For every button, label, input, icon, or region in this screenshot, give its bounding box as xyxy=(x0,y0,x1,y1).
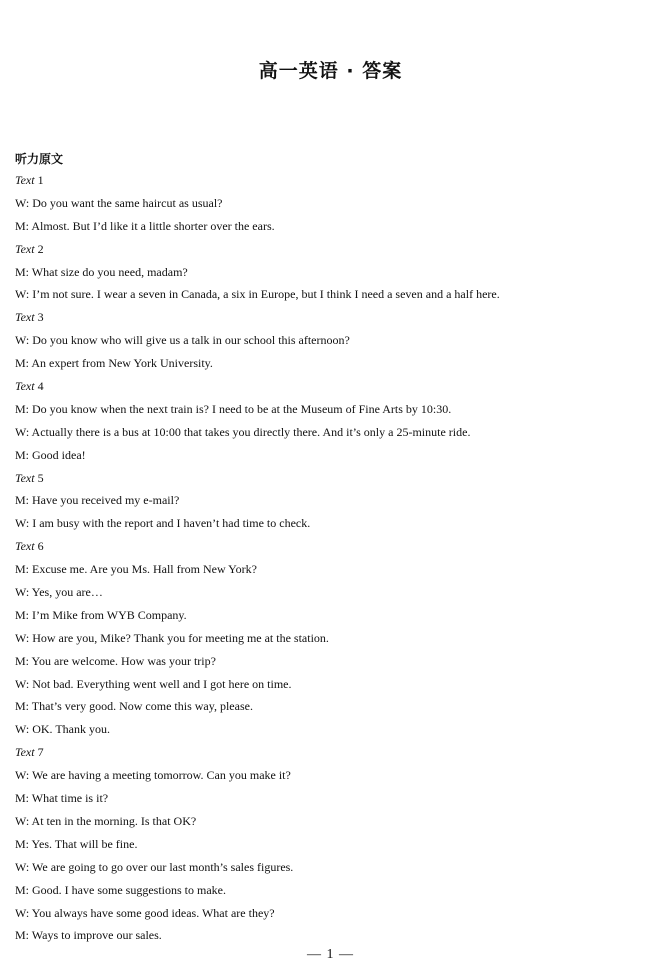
dialogue-line: W: At ten in the morning. Is that OK? xyxy=(15,813,197,828)
dialogue-line: W: Actually there is a bus at 10:00 that takes you directly there. And it’s only a 25-minute ride. xyxy=(15,424,471,439)
transcript-lines xyxy=(15,172,645,950)
dialogue-line: M: An expert from New York University. xyxy=(15,356,213,371)
text-label xyxy=(15,172,645,195)
dialogue-line: M: Almost. But I’d like it a little shorter over the ears. xyxy=(15,218,275,233)
text-label xyxy=(15,470,645,493)
text-label-number: 4 xyxy=(37,379,44,394)
dialogue-line: W: Do you know who will give us a talk in our school this afternoon? xyxy=(15,333,350,348)
dialogue-line: M: What size do you need, madam? xyxy=(15,264,188,279)
text-label-word: Text xyxy=(15,539,35,554)
text-label-number: 6 xyxy=(37,539,44,554)
dialogue-line: W: We are going to go over our last month’s sales figures. xyxy=(15,859,294,874)
dialogue-line: W: Not bad. Everything went well and I got here on time. xyxy=(15,676,292,691)
text-label-word: Text xyxy=(15,173,35,187)
text-label-number: 5 xyxy=(37,470,44,485)
dialogue-line: M: That’s very good. Now come this way, please. xyxy=(15,699,253,714)
text-label-number: 7 xyxy=(37,745,44,760)
dialogue-line: W: We are having a meeting tomorrow. Can you make it? xyxy=(15,768,291,783)
text-label-number: 2 xyxy=(37,241,44,256)
dialogue-line: M: Excuse me. Are you Ms. Hall from New York? xyxy=(15,562,257,577)
text-label-number: 1 xyxy=(37,173,44,187)
dialogue-line: W: Yes, you are… xyxy=(15,585,103,600)
dialogue-line: W: I’m not sure. I wear a seven in Canada, a six in Europe, but I think I need a seven and a half here. xyxy=(15,287,500,302)
dialogue-line: M: Good idea! xyxy=(15,447,86,462)
dialogue-line: W: OK. Thank you. xyxy=(15,722,110,737)
dialogue-line: M: Do you know when the next train is? I need to be at the Museum of Fine Arts by 10:30. xyxy=(15,401,452,416)
page-title: 高一英语 · 答案 xyxy=(258,60,403,82)
text-label xyxy=(15,378,645,401)
dialogue-line: W: Do you want the same haircut as usual? xyxy=(15,195,223,210)
text-label xyxy=(15,241,645,264)
dialogue-line: W: You always have some good ideas. What are they? xyxy=(15,905,275,920)
text-label-word: Text xyxy=(15,241,35,256)
text-label xyxy=(15,309,645,332)
dialogue-line: M: You are welcome. How was your trip? xyxy=(15,653,216,668)
text-label-word: Text xyxy=(15,745,35,760)
text-label-number: 3 xyxy=(37,310,44,325)
text-label xyxy=(15,538,645,561)
page-number: — 1 — xyxy=(307,947,354,962)
dialogue-line: M: I’m Mike from WYB Company. xyxy=(15,607,187,622)
dialogue-line: W: I am busy with the report and I haven’t had time to check. xyxy=(15,516,311,531)
dialogue-line: M: Yes. That will be fine. xyxy=(15,836,138,851)
text-label-word: Text xyxy=(15,379,35,394)
dialogue-line: M: Have you received my e-mail? xyxy=(15,493,180,508)
dialogue-line: M: Ways to improve our sales. xyxy=(15,928,162,943)
section-heading: 听力原文 xyxy=(15,152,64,166)
text-label xyxy=(15,744,645,767)
text-label-word: Text xyxy=(15,310,35,325)
dialogue-line: W: How are you, Mike? Thank you for meeting me at the station. xyxy=(15,630,329,645)
dialogue-line: M: What time is it? xyxy=(15,791,109,806)
dialogue-line: M: Good. I have some suggestions to make. xyxy=(15,882,226,897)
text-label-word: Text xyxy=(15,470,35,485)
